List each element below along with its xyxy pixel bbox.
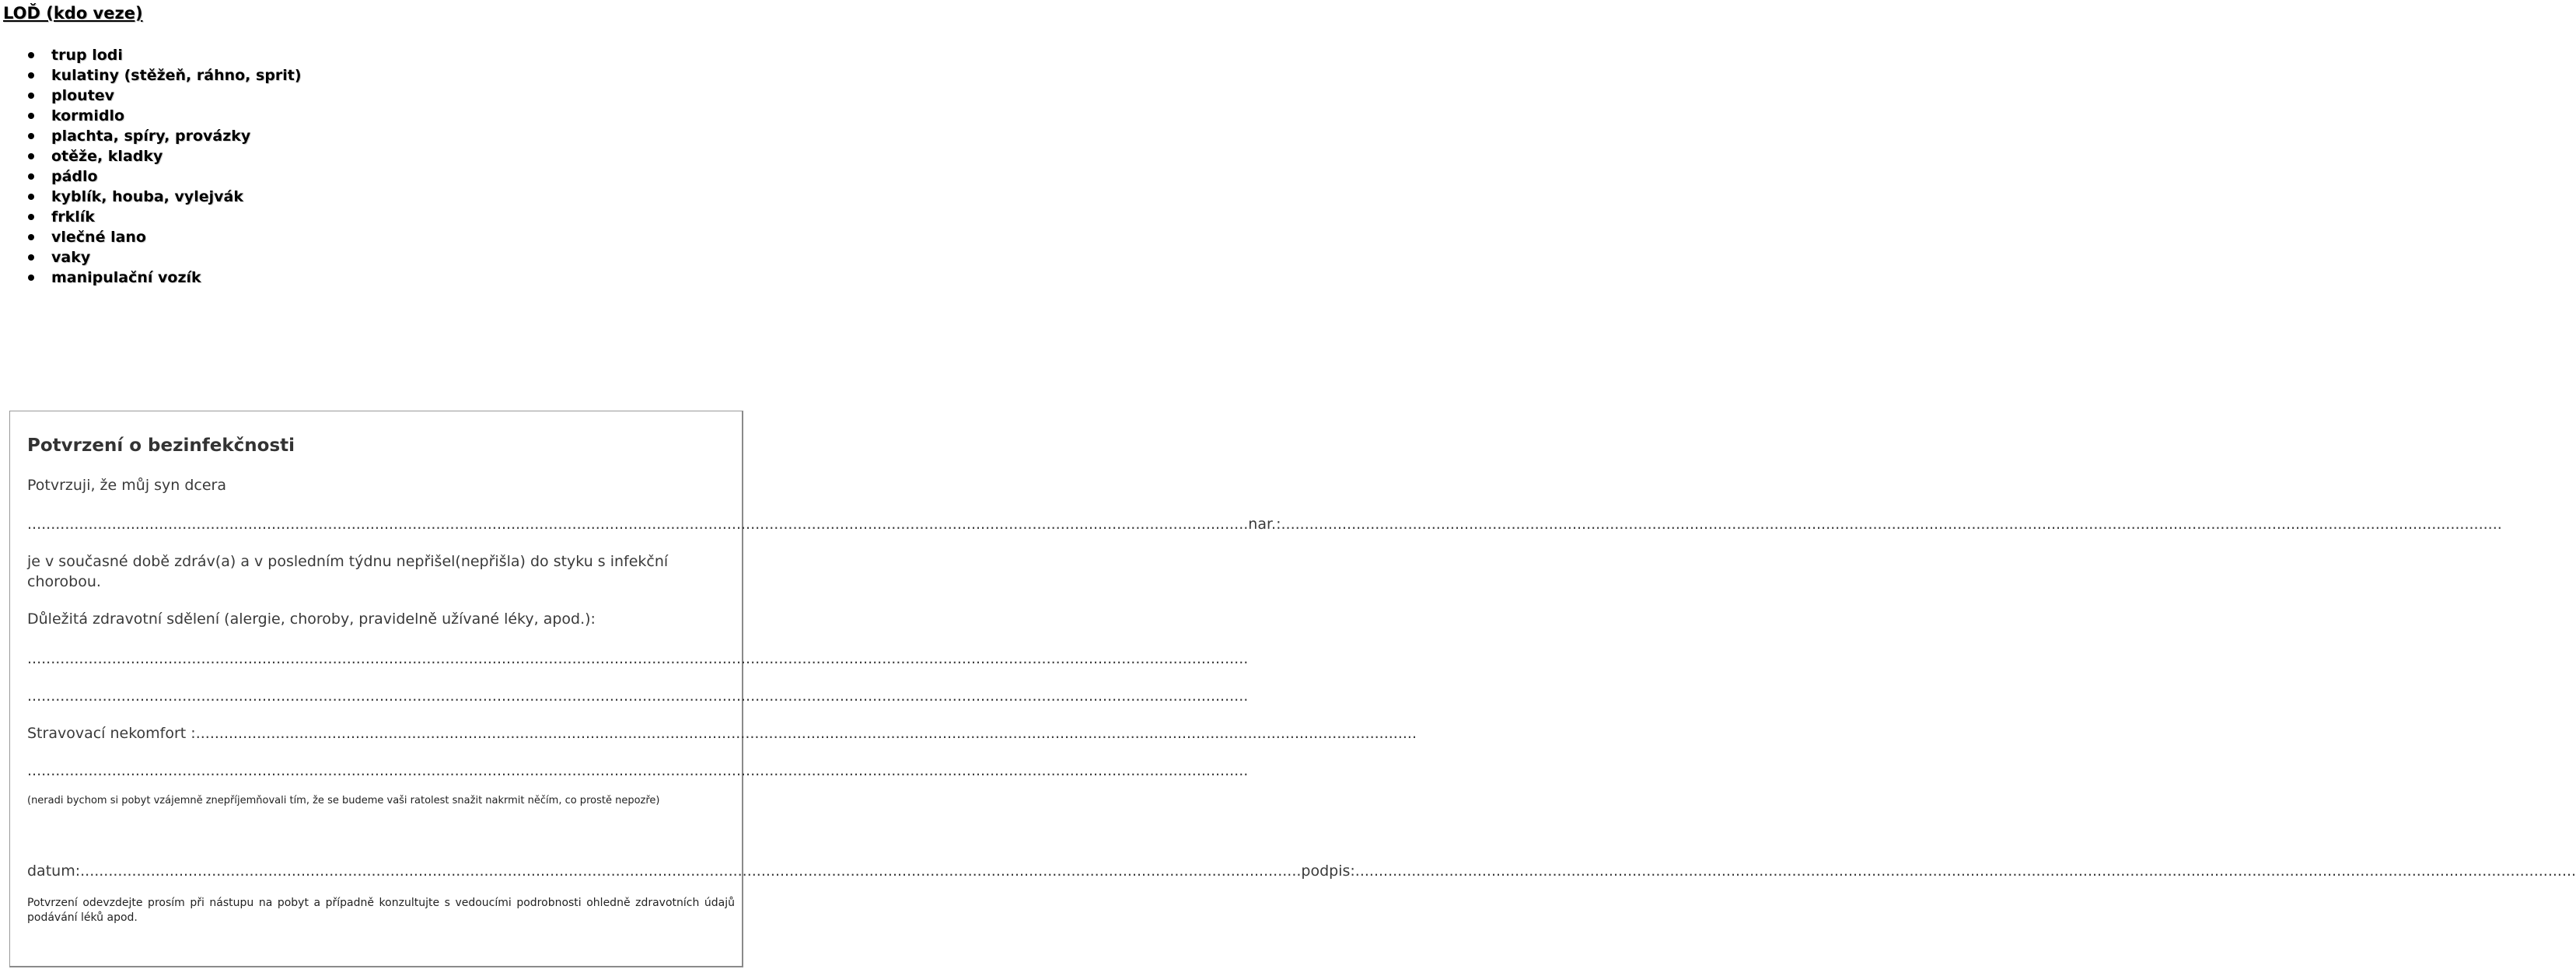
- bullet-icon: [28, 234, 34, 240]
- date-label: datum:: [27, 862, 81, 880]
- name-birth-row: [27, 514, 2502, 534]
- bullet-icon: [28, 153, 34, 159]
- list-item-label: kulatiny (stěžeň, ráhno, sprit): [51, 67, 302, 84]
- list-item-label: plachta, spíry, provázky: [51, 128, 251, 145]
- health-statement: je v současné době zdráv(a) a v posledním týdnu nepřišel(nepřišla) do styku s infekční chorobou.: [27, 553, 669, 590]
- list-item-label: pádlo: [51, 168, 98, 185]
- list-item-label: frklík: [51, 208, 95, 226]
- list-item-label: kyblík, houba, vylejvák: [51, 188, 243, 205]
- date-signature-row: [27, 861, 2576, 881]
- list-item: [51, 106, 302, 126]
- list-item: [51, 86, 302, 106]
- diet-label: Stravovací nekomfort :: [27, 725, 196, 742]
- bullet-icon: [28, 173, 34, 180]
- list-item-label: kormidlo: [51, 107, 125, 124]
- health-info-field-1[interactable]: ....................................................................................................................................................................................................................................................................: [27, 650, 1249, 667]
- list-item-label: vaky: [51, 249, 91, 266]
- list-item: [51, 126, 302, 146]
- bullet-icon: [28, 275, 34, 281]
- list-item-label: ploutev: [51, 87, 115, 104]
- diet-field-2[interactable]: ....................................................................................................................................................................................................................................................................: [27, 762, 1249, 779]
- list-item: [51, 268, 302, 288]
- bullet-icon: [28, 133, 34, 139]
- equipment-list: [51, 45, 302, 288]
- footer-note: Potvrzení odevzdejte prosím při nástupu na pobyt a případně konzultujte s vedoucími podrobnosti ohledně zdravotních údajů podávání léků apod.: [27, 897, 735, 924]
- bullet-icon: [28, 254, 34, 261]
- health-confirmation-form: [9, 411, 2576, 967]
- list-item-label: vlečné lano: [51, 229, 146, 246]
- signature-label: podpis:: [1301, 862, 1355, 880]
- date-field[interactable]: ....................................................................................................................................................................................................................................................................: [80, 862, 1302, 880]
- list-item-label: otěže, kladky: [51, 148, 163, 165]
- list-item-label: manipulační vozík: [51, 269, 201, 286]
- list-item: [51, 65, 302, 86]
- list-item: [51, 227, 302, 247]
- birth-date-label: nar.:: [1248, 516, 1281, 533]
- signature-field[interactable]: ....................................................................................................................................................................................................................................................................: [1354, 862, 2576, 880]
- list-item: [51, 207, 302, 227]
- health-info-label: Důležitá zdravotní sdělení (alergie, choroby, pravidelně užívané léky, apod.):: [27, 610, 596, 628]
- form-title: Potvrzení o bezinfekčnosti: [27, 436, 295, 456]
- page-title: LOĎ (kdo veze): [3, 4, 143, 23]
- list-item: [51, 187, 302, 207]
- child-name-field[interactable]: ....................................................................................................................................................................................................................................................................: [27, 516, 1249, 533]
- diet-note: (neradi bychom si pobyt vzájemně znepříjemňovali tím, že se budeme vaši ratolest snažit nakrmit něčím, co prostě nepozře): [27, 795, 660, 806]
- diet-row: [27, 723, 1417, 743]
- confirm-label: Potvrzuji, že můj syn dcera: [27, 477, 227, 494]
- diet-field[interactable]: ....................................................................................................................................................................................................................................................................: [195, 725, 1417, 742]
- bullet-icon: [28, 52, 34, 58]
- list-item: [51, 166, 302, 187]
- bullet-icon: [28, 214, 34, 220]
- birth-date-field[interactable]: ....................................................................................................................................................................................................................................................................: [1281, 516, 2502, 533]
- bullet-icon: [28, 194, 34, 200]
- list-item: [51, 45, 302, 65]
- bullet-icon: [28, 113, 34, 119]
- list-item-label: trup lodi: [51, 47, 123, 64]
- list-item: [51, 146, 302, 166]
- list-item: [51, 247, 302, 268]
- health-info-field-2[interactable]: ....................................................................................................................................................................................................................................................................: [27, 687, 1249, 705]
- bullet-icon: [28, 93, 34, 99]
- bullet-icon: [28, 72, 34, 79]
